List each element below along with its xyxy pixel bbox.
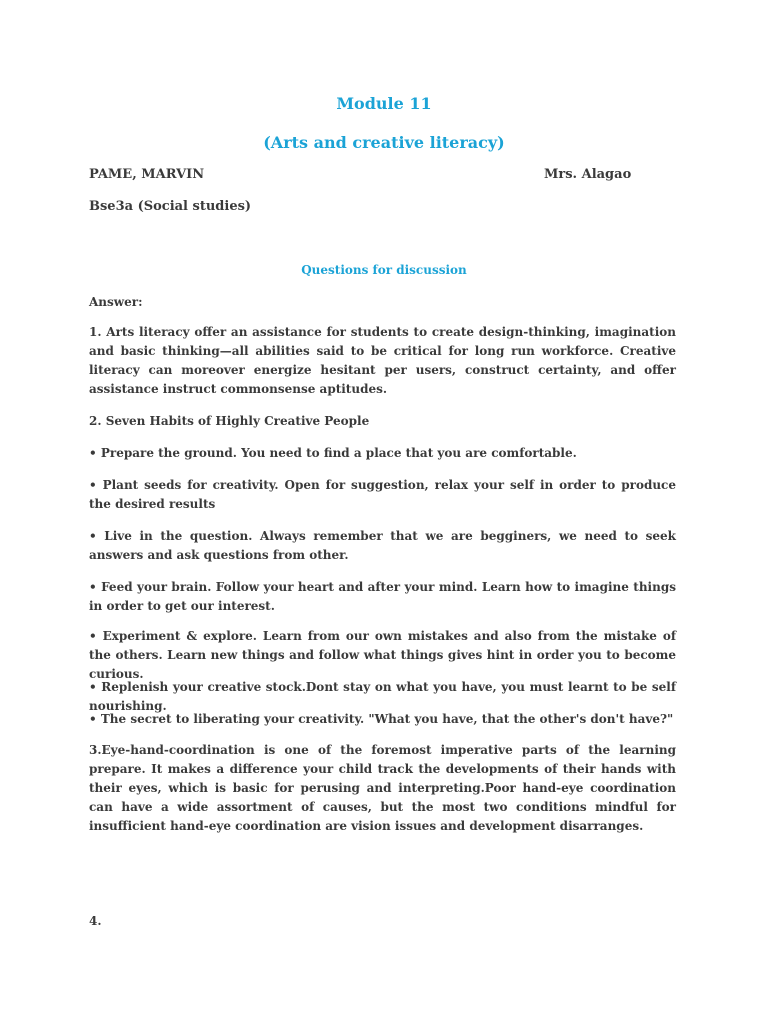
- teacher-name: Mrs. Alagao: [544, 167, 632, 182]
- section-title: Questions for discussion: [301, 263, 467, 277]
- answer-label: Answer:: [89, 295, 143, 309]
- module-subtitle: (Arts and creative literacy): [263, 133, 505, 152]
- habit-item: • Prepare the ground. You need to find a place that you are comfortable.: [89, 446, 577, 460]
- habit-item: • Plant seeds for creativity. Open for suggestion, relax your self in order to produce the desired results: [89, 478, 676, 511]
- habit-item: • Experiment & explore. Learn from our own mistakes and also from the mistake of the others. Learn new things and follow what things gives hint in order you to become curious.: [89, 629, 676, 681]
- paragraph-answer-4: 4.: [89, 914, 102, 928]
- student-name: PAME, MARVIN: [89, 167, 205, 182]
- paragraph-answer-2-heading: 2. Seven Habits of Highly Creative People: [89, 414, 370, 428]
- habit-item: • The secret to liberating your creativity. "What you have, that the other's don't have?": [89, 712, 674, 726]
- habit-item: • Live in the question. Always remember that we are begginers, we need to seek answers and ask questions from other.: [89, 529, 676, 562]
- course-label: Bse3a (Social studies): [89, 199, 252, 214]
- module-title: Module 11: [336, 94, 432, 113]
- paragraph-answer-1: 1. Arts literacy offer an assistance for students to create design-thinking, imagination and basic thinking—all abilities said to be critical for long run workforce. Creative literacy can moreover energize hesitant per users, construct certainty, and offer assistance instruct commonsense aptitudes.: [89, 325, 676, 396]
- habit-item: • Feed your brain. Follow your heart and after your mind. Learn how to imagine things in order to get our interest.: [89, 580, 676, 613]
- habit-item: • Replenish your creative stock.Dont stay on what you have, you must learnt to be self nourishing.: [89, 680, 676, 713]
- paragraph-answer-3: 3.Eye-hand-coordination is one of the foremost imperative parts of the learning prepare. It makes a difference your child track the developments of their hands with their eyes, which is basic for perusing and interpreting.Poor hand-eye coordination can have a wide assortment of causes, but the most two conditions mindful for insufficient hand-eye coordination are vision issues and development disarranges.: [89, 743, 676, 833]
